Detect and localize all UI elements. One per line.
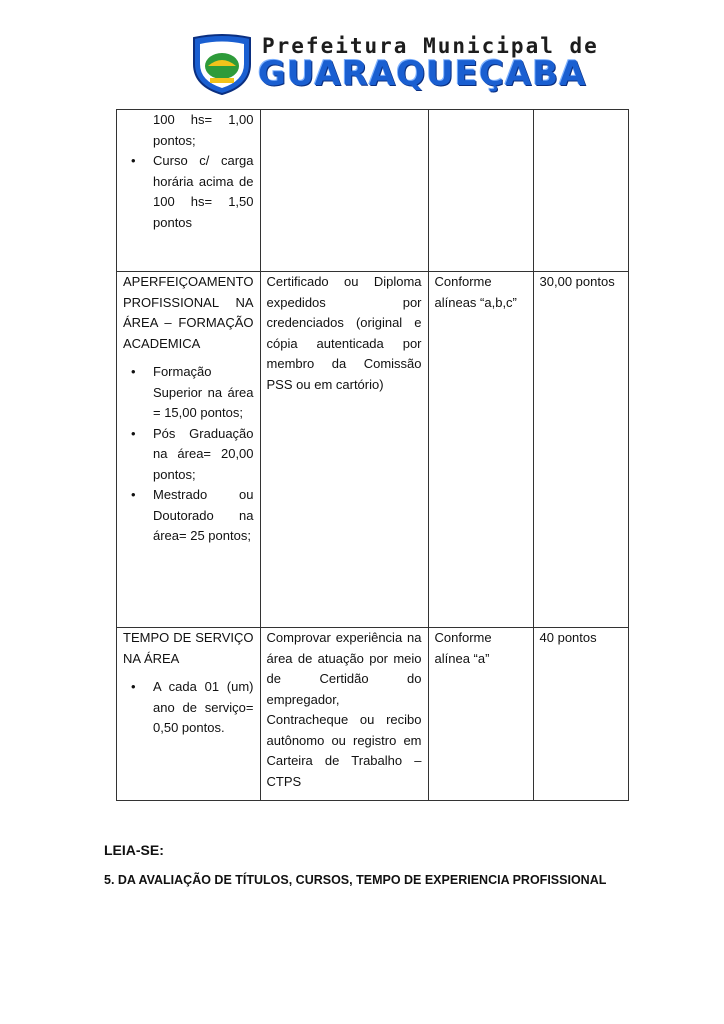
list-item: • Curso c/ carga horária acima de 100 hs= 1,50 pontos [153,151,254,233]
reference-cell: Conforme alínea “a” [428,628,533,801]
max-score-cell [533,110,628,272]
reference-cell [428,110,533,272]
list-item: • A cada 01 (um) ano de serviço= 0,50 pontos. [153,677,254,739]
list-item: • Pós Graduação na área= 20,00 pontos; [153,424,254,486]
max-score-cell: 40 pontos [533,628,628,801]
criterion-cell [117,272,261,628]
proof-cell: Certificado ou Diploma expedidos por credenciados (original e cópia autenticada por membro da Comissão PSS ou em cartório) [260,272,428,628]
table-row [117,110,629,272]
letterhead-title: GUARAQUEÇABA [258,54,587,94]
max-score-cell: 30,00 pontos [533,272,628,628]
criterion-cell [117,628,261,801]
section-title: 5. DA AVALIAÇÃO DE TÍTULOS, CURSOS, TEMPO DE EXPERIENCIA PROFISSIONAL [104,873,607,887]
scoring-table [116,109,629,801]
criterion-cell [117,110,261,272]
criterion-title: TEMPO DE SERVIÇO NA ÁREA [123,630,254,666]
criterion-list [123,110,254,233]
reference-cell: Conforme alíneas “a,b,c” [428,272,533,628]
list-item: 100 hs= 1,00 pontos; [153,112,254,148]
criterion-list [123,677,254,739]
letterhead [0,28,724,100]
criterion-title: APERFEIÇOAMENTO PROFISSIONAL NA ÁREA – FORMAÇÃO ACADEMICA [123,274,254,351]
proof-cell: Comprovar experiência na área de atuação por meio de Certidão do empregador, Contracheque ou recibo autônomo ou registro em Carteira de Trabalho – CTPS [260,628,428,801]
criterion-list [123,362,254,547]
table-row [117,272,629,628]
proof-cell [260,110,428,272]
municipal-crest-logo [190,34,254,96]
leia-se-heading: LEIA-SE: [104,842,164,858]
letterhead-subtitle: Prefeitura Municipal de [262,34,599,58]
list-item: • Mestrado ou Doutorado na área= 25 pontos; [153,485,254,547]
table-row [117,628,629,801]
list-item: • Formação Superior na área = 15,00 pontos; [153,362,254,424]
